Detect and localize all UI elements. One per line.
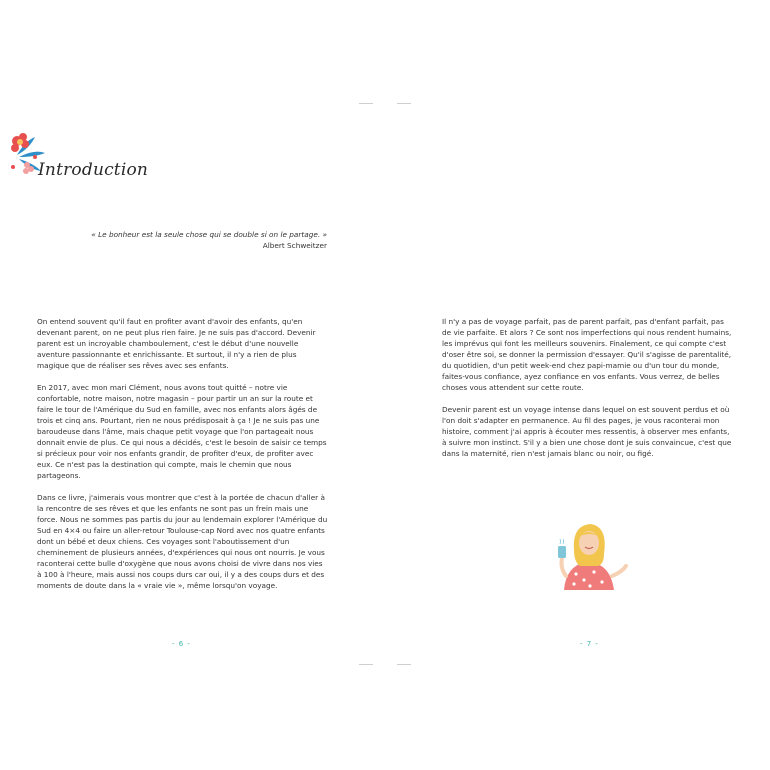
crop-mark: [397, 664, 411, 665]
page-number: - 7 -: [580, 640, 599, 648]
right-body-text: [442, 316, 734, 470]
crop-mark: [359, 103, 373, 104]
page-number: - 6 -: [172, 640, 191, 648]
crop-mark: [359, 664, 373, 665]
epigraph-quote: « Le bonheur est la seule chose qui se double si on le partage. »: [91, 230, 327, 239]
paragraph: En 2017, avec mon mari Clément, nous avons tout quitté – notre vie confortable, notre maison, notre magasin – pour partir un an sur la route et faire le tour de l'Amérique du Sud en famille, avec nos enfants alors âgés de trois et cinq ans. Pourtant, rien ne nous prédisposait à ça ! Je ne suis pas une baroudeuse dans l'âme, mais chaque petit voyage que l'on partageait nous donnait envie de plus. Ce qui nous a décidés, c'est le besoin de saisir ce temps si précieux pour voir nos enfants grandir, de profiter d'eux, de profiter avec eux. Ce n'est pas la destination qui compte, mais le chemin que nous partageons.: [37, 383, 327, 480]
paragraph: Il n'y a pas de voyage parfait, pas de parent parfait, pas d'enfant parfait, pas de vie parfaite. Et alors ? Ce sont nos imperfections qui nous rendent humains, les imprévus qui font les meilleurs souvenirs. Finalement, ce qui compte c'est d'oser être soi, se donner la permission d'essayer. Qu'il s'agisse de parentalité, du quotidien, d'un petit week-end chez papi-mamie ou d'un tour du monde, faites-vous confiance, ayez confiance en vos enfants. Vous verrez, de belles choses vous attendent sur cette route.: [442, 317, 732, 392]
paragraph: On entend souvent qu'il faut en profiter avant d'avoir des enfants, qu'en devenant parent, on ne peut plus rien faire. Je ne suis pas d'accord. Devenir parent est un incroyable chamboulement, c'est le début d'une nouvelle aventure passionnante et enrichissante. Et surtout, il n'y a rien de plus magique que de réaliser ses rêves avec ses enfants.: [37, 317, 316, 370]
crop-mark: [397, 103, 411, 104]
epigraph: [27, 229, 327, 251]
paragraph: Dans ce livre, j'aimerais vous montrer que c'est à la portée de chacun d'aller à la rencontre de ses rêves et que les enfants ne sont pas un frein mais une force. Nous ne sommes pas partis du jour au lendemain explorer l'Amérique du Sud en 4×4 ou faire un aller-retour Toulouse-cap Nord avec nos quatre enfants dont un bébé et deux chiens. Ces voyages sont l'aboutissement d'un cheminement de plusieurs années, d'expériences qui nous ont nourris. Je vous raconterai cette bulle d'oxygène que nous avons choisi de vivre dans nos vies à 100 à l'heure, mais aussi nos coups durs car oui, il y a des coups durs et des moments de doute dans la « vraie vie », même lorsqu'on voyage.: [37, 493, 328, 590]
chapter-title: Introduction: [38, 160, 149, 180]
epigraph-author: Albert Schweitzer: [262, 241, 327, 250]
left-body-text: [37, 316, 329, 602]
paragraph: Devenir parent est un voyage intense dans lequel on est souvent perdus et où l'on doit s'adapter en permanence. Au fil des pages, je vous raconterai mon histoire, comment j'ai appris à écouter mes ressentis, à observer mes enfants, à suivre mon instinct. S'il y a bien une chose dont je suis convaincue, c'est que dans la maternité, rien n'est jamais blanc ou noir, ou figé.: [442, 405, 732, 458]
right-page: [385, 0, 770, 770]
woman-with-cup-illustration: [538, 518, 638, 598]
